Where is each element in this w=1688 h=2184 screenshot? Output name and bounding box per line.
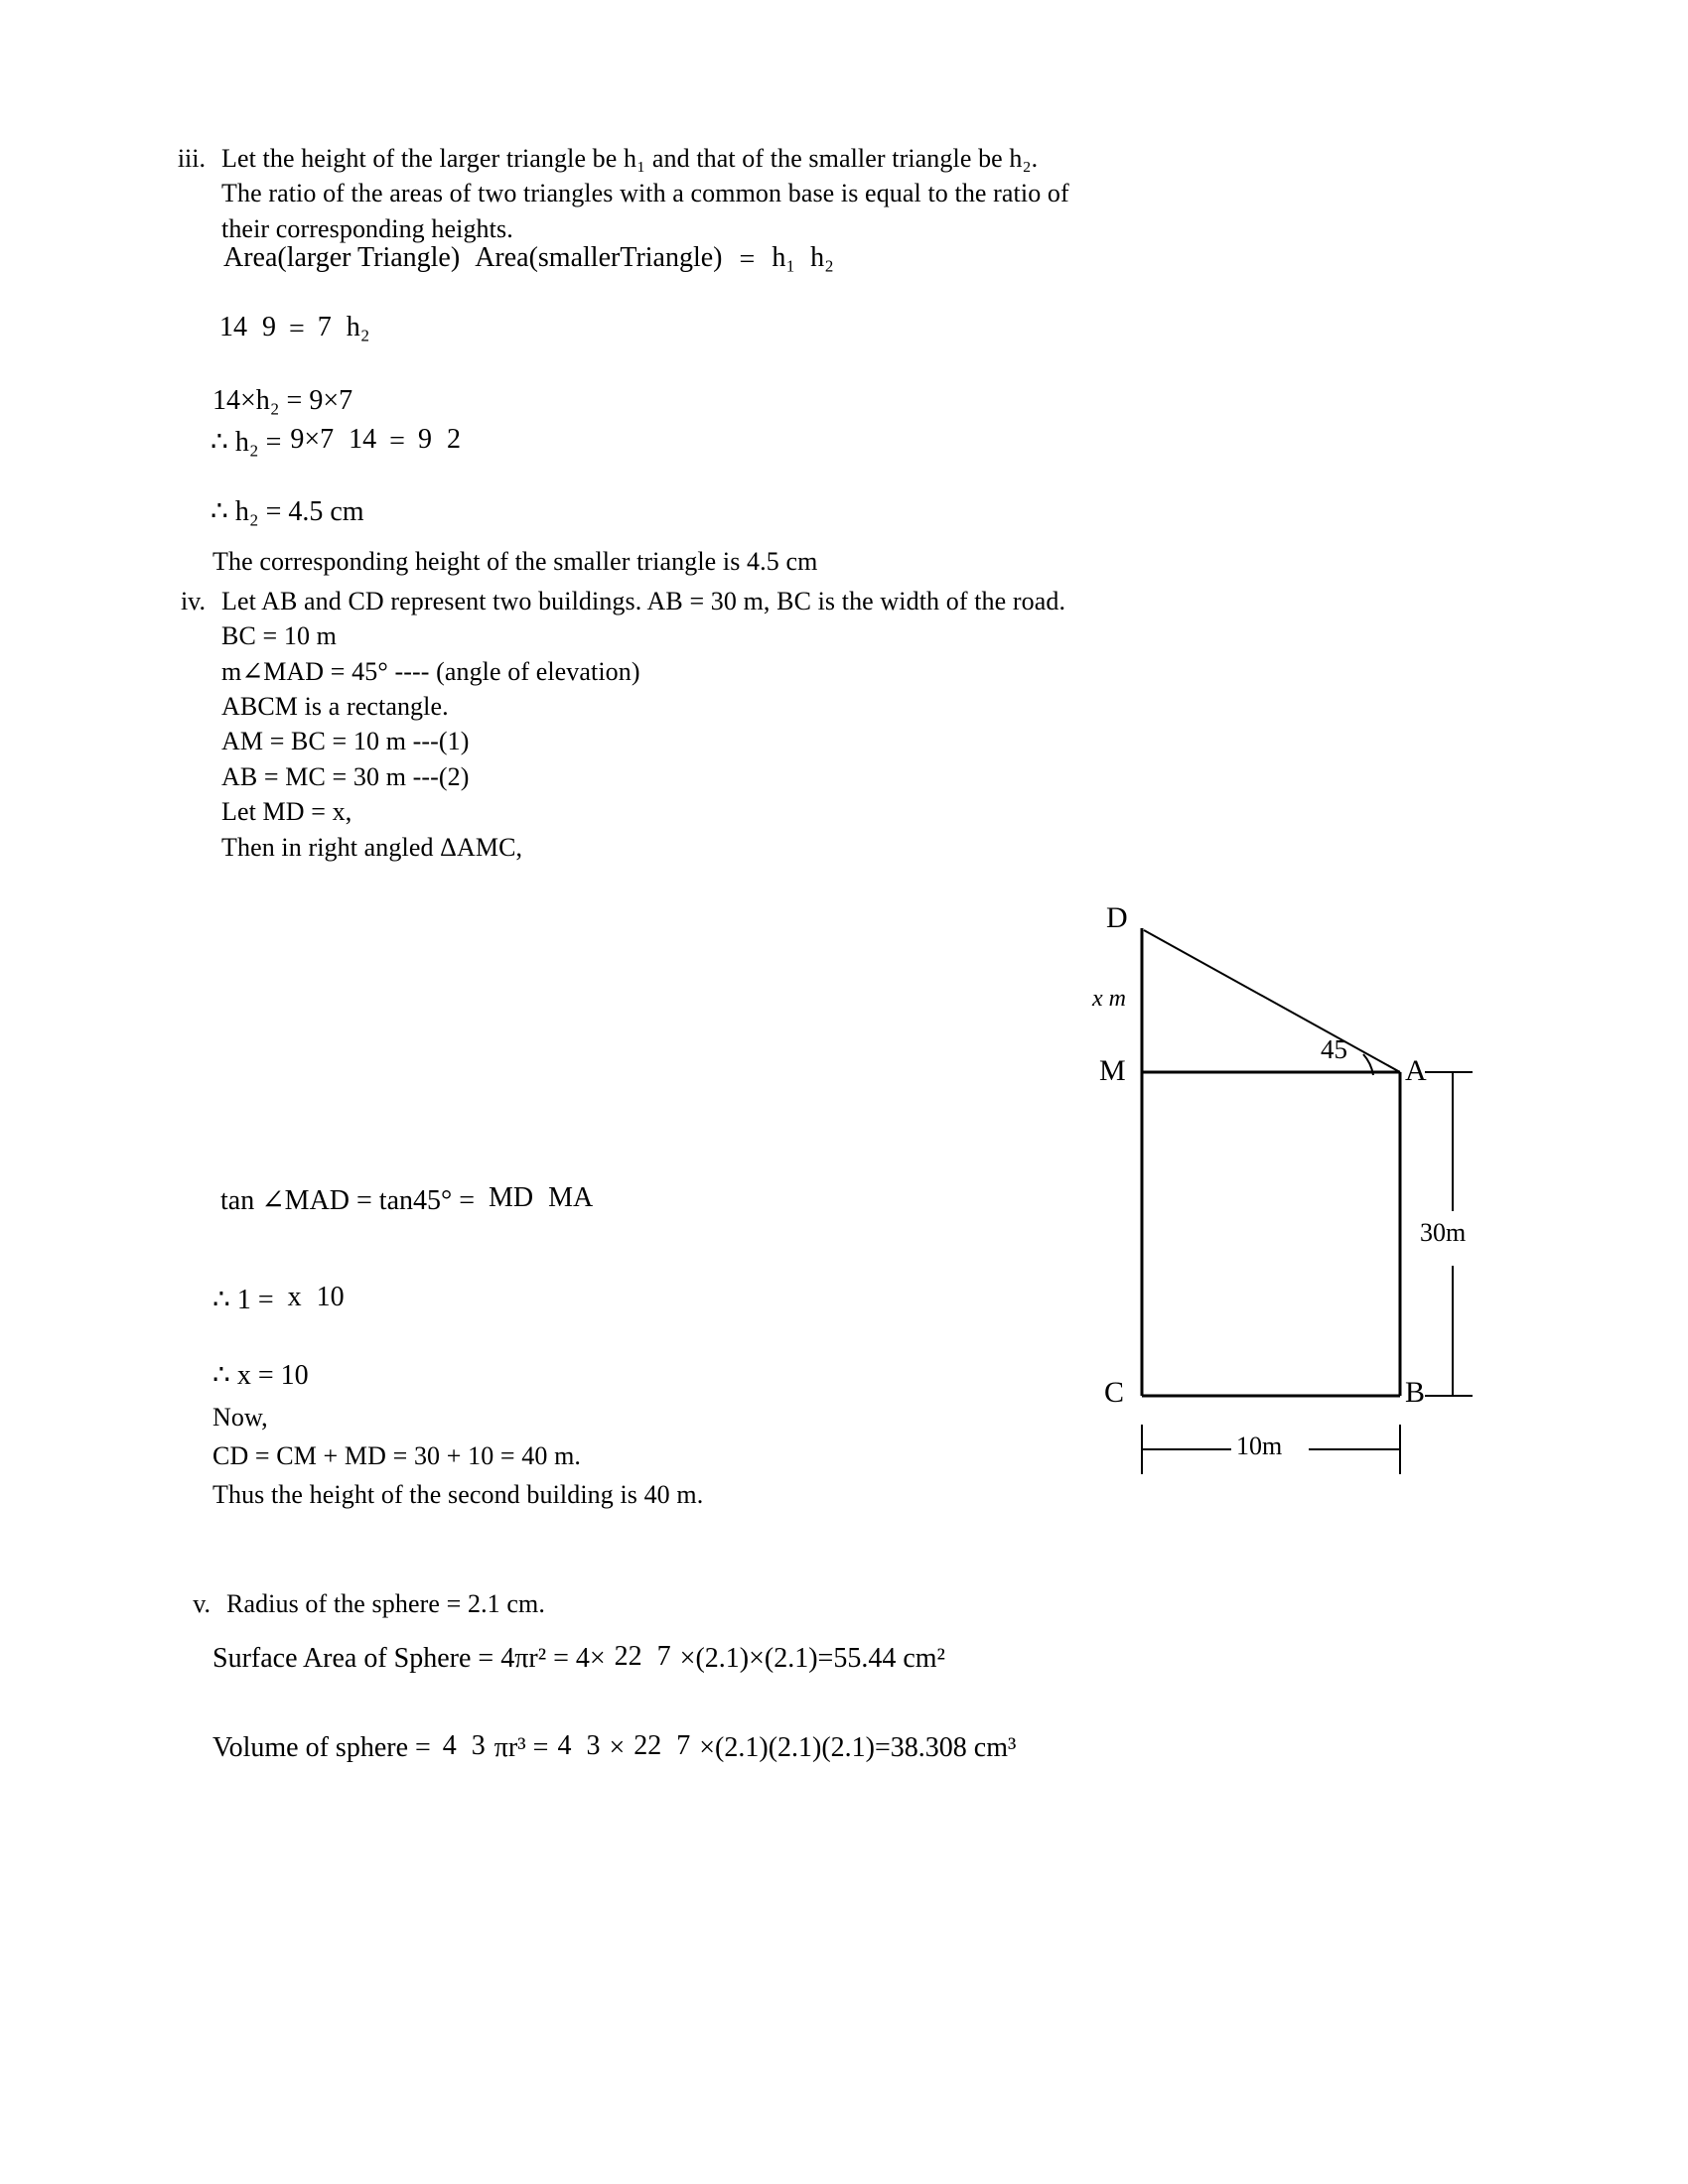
- label-x-m: x m: [1092, 986, 1126, 1012]
- fraction-14-over-9: [215, 312, 280, 343]
- paragraph-line: BC = 10 m: [221, 621, 337, 651]
- equals-sign: =: [739, 244, 756, 275]
- paragraph-line: Then in right angled ΔAMC,: [221, 832, 523, 862]
- line-da: [1144, 930, 1400, 1072]
- fraction-numerator: Area(larger Triangle): [223, 242, 461, 273]
- paragraph-line: AB = MC = 30 m ---(2): [221, 761, 470, 791]
- paragraph-line: Radius of the sphere = 2.1 cm.: [226, 1589, 545, 1618]
- fraction-denominator: 14: [349, 424, 377, 455]
- diagram-svg: [1082, 884, 1549, 1519]
- paragraph-line: Let MD = x,: [221, 797, 352, 827]
- building-geometry-diagram: [1082, 884, 1549, 1519]
- fraction-denominator: MA: [548, 1182, 594, 1213]
- paragraph-line: their corresponding heights.: [221, 213, 513, 243]
- conclusion-iv: Thus the height of the second building is 40 m.: [212, 1480, 704, 1509]
- fraction-numerator: 7: [317, 312, 332, 342]
- list-body-iv: [221, 584, 1256, 865]
- paragraph-line: AM = BC = 10 m ---(1): [221, 727, 470, 756]
- fraction-md-over-ma: [485, 1182, 597, 1214]
- volume-mid-pi-r-cubed: πr³ =: [493, 1732, 549, 1763]
- label-B: B: [1405, 1376, 1426, 1409]
- fraction-22-over-7-volume: [630, 1730, 694, 1762]
- fraction-numerator: 22: [633, 1730, 662, 1761]
- list-body-v: [226, 1586, 1261, 1621]
- ratio-equation: [214, 244, 843, 276]
- fraction-numerator: h₁: [772, 242, 796, 273]
- volume-times-sign: ×: [609, 1732, 626, 1763]
- paragraph-line: m∠MAD = 45° ---- (angle of elevation): [221, 656, 640, 686]
- fraction-denominator: h₂: [346, 312, 370, 342]
- fraction-22-over-7: [611, 1641, 675, 1673]
- equation-surface-area: [212, 1643, 945, 1675]
- paragraph-line: ABCM is a rectangle.: [221, 692, 449, 722]
- equals-sign: =: [389, 426, 405, 457]
- therefore-one-prefix: ∴ 1 =: [212, 1285, 274, 1315]
- surface-area-lhs: Surface Area of Sphere = 4πr² = 4×: [212, 1643, 606, 1674]
- fraction-denominator: 7: [676, 1730, 691, 1761]
- equation-solve-h2: [211, 425, 470, 459]
- heights-ratio-fraction: [768, 242, 838, 274]
- paragraph-line: The ratio of the areas of two triangles with a common base is equal to the ratio of: [221, 179, 1069, 208]
- label-10m: 10m: [1236, 1432, 1283, 1460]
- fraction-x-over-10: [284, 1282, 349, 1313]
- therefore-h2-prefix: ∴ h₂ =: [211, 427, 282, 458]
- paragraph-line: Let the height of the larger triangle be h₁ and that of the smaller triangle be h₂.: [221, 144, 1039, 173]
- label-D: D: [1106, 901, 1128, 934]
- equation-tan-mad: [220, 1183, 602, 1217]
- label-angle-45: 45: [1321, 1034, 1347, 1064]
- equals-sign: =: [289, 314, 305, 344]
- equation-cross-multiply: 14×h₂ = 9×7: [212, 385, 353, 416]
- volume-lhs: Volume of sphere =: [212, 1732, 431, 1763]
- list-item-iv: [164, 584, 1256, 865]
- list-item-v: [169, 1586, 1261, 1621]
- list-item-iii: [164, 141, 1455, 246]
- volume-rhs: ×(2.1)(2.1)(2.1)=38.308 cm³: [699, 1732, 1017, 1763]
- label-M: M: [1099, 1054, 1126, 1087]
- tan-equation-lhs: tan ∠MAD = tan45° =: [220, 1185, 475, 1216]
- list-marker-iii: iii.: [177, 144, 206, 173]
- fraction-denominator: h₂: [810, 242, 834, 273]
- label-30m: 30m: [1420, 1218, 1467, 1247]
- equation-14-9: [211, 314, 379, 345]
- fraction-denominator: 10: [316, 1282, 345, 1312]
- fraction-numerator: 9×7: [290, 424, 335, 455]
- conclusion-iii: The corresponding height of the smaller triangle is 4.5 cm: [212, 547, 818, 576]
- label-A: A: [1405, 1054, 1427, 1087]
- equation-one-equals-x-over-10: [212, 1283, 353, 1316]
- fraction-7-over-h2: [314, 312, 374, 343]
- fraction-denominator: 9: [262, 312, 276, 342]
- fraction-denominator: 2: [446, 424, 461, 455]
- fraction-numerator: 22: [614, 1641, 642, 1672]
- fraction-denominator: 3: [586, 1730, 601, 1761]
- equation-h2-result: ∴ h₂ = 4.5 cm: [211, 496, 364, 527]
- list-marker-iv: iv.: [180, 587, 206, 615]
- fraction-numerator: 4: [442, 1730, 457, 1761]
- paragraph-line: Let AB and CD represent two buildings. AB = 30 m, BC is the width of the road.: [221, 587, 1066, 615]
- fraction-numerator: 4: [557, 1730, 572, 1761]
- fraction-9-over-2: [414, 424, 465, 456]
- list-marker-v: v.: [193, 1589, 211, 1618]
- list-body-iii: [221, 141, 1455, 246]
- fraction-denominator: 3: [471, 1730, 486, 1761]
- fraction-denominator: Area(smallerTriangle): [475, 242, 723, 273]
- label-C: C: [1104, 1376, 1125, 1409]
- cd-computation: CD = CM + MD = 30 + 10 = 40 m.: [212, 1441, 582, 1470]
- equation-x-result: ∴ x = 10: [212, 1360, 309, 1391]
- fraction-numerator: 9: [417, 424, 432, 455]
- fraction-denominator: 7: [656, 1641, 671, 1672]
- fraction-numerator: x: [287, 1282, 302, 1312]
- fraction-numerator: 14: [219, 312, 247, 342]
- fraction-4-over-3-first: [439, 1730, 490, 1762]
- fraction-4-over-3-second: [553, 1730, 604, 1762]
- equation-volume: [212, 1732, 1016, 1764]
- fraction-9x7-over-14: [286, 424, 380, 456]
- surface-area-rhs: ×(2.1)×(2.1)=55.44 cm²: [679, 1643, 945, 1674]
- now-label: Now,: [212, 1403, 268, 1432]
- fraction-numerator: MD: [489, 1182, 534, 1213]
- area-ratio-fraction: [219, 242, 727, 274]
